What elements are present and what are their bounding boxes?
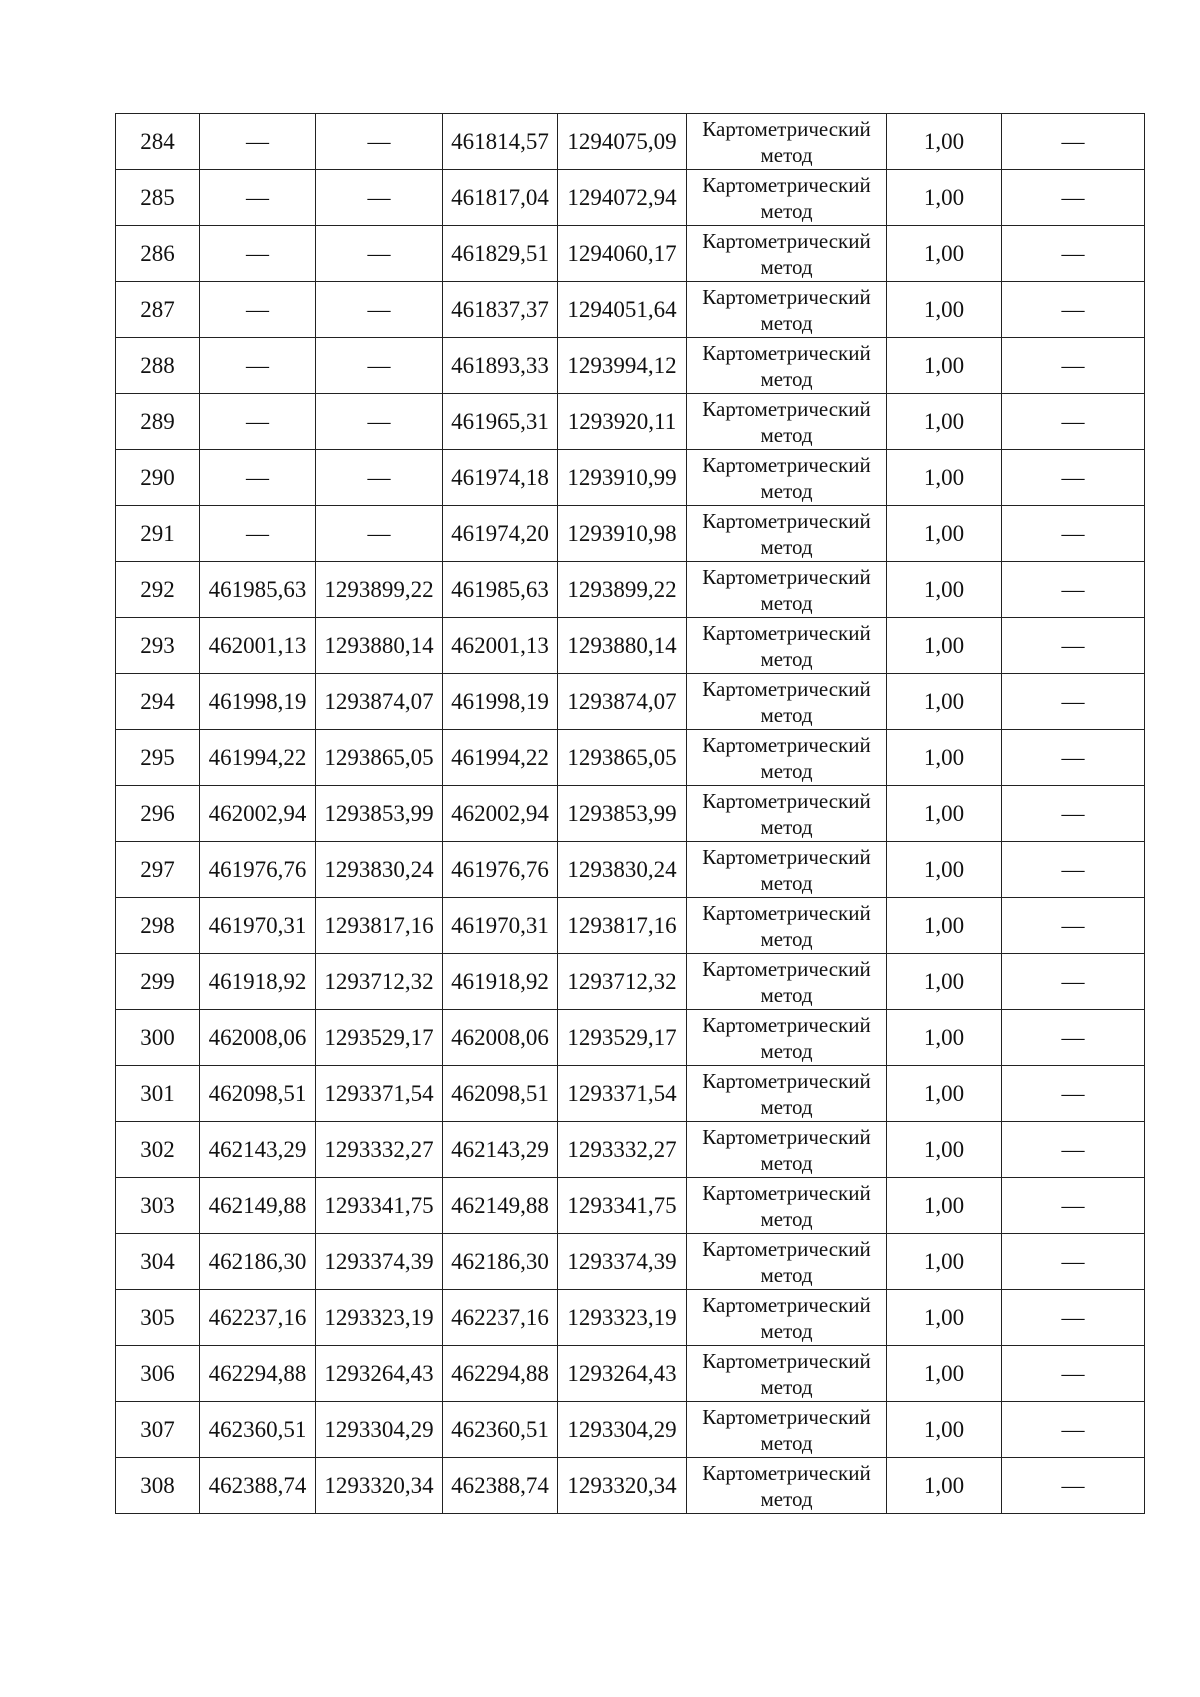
new-x-cell: 461965,31	[443, 394, 558, 450]
new-y-cell: 1293817,16	[558, 898, 687, 954]
new-x-cell: 462008,06	[443, 1010, 558, 1066]
description-cell: —	[1002, 226, 1145, 282]
description-cell: —	[1002, 954, 1145, 1010]
method-line1: Картометрический	[702, 1404, 871, 1429]
accuracy-cell: 1,00	[887, 562, 1002, 618]
method-cell	[687, 1234, 887, 1290]
old-x-cell: 461994,22	[200, 730, 316, 786]
new-y-cell: 1293371,54	[558, 1066, 687, 1122]
accuracy-cell: 1,00	[887, 1122, 1002, 1178]
accuracy-cell: 1,00	[887, 1234, 1002, 1290]
accuracy-cell: 1,00	[887, 394, 1002, 450]
method-cell	[687, 1178, 887, 1234]
old-y-cell: —	[316, 226, 443, 282]
method-line2: метод	[760, 422, 813, 447]
description-cell: —	[1002, 1178, 1145, 1234]
method-line1: Картометрический	[702, 116, 871, 141]
method-line1: Картометрический	[702, 1348, 871, 1373]
accuracy-cell: 1,00	[887, 450, 1002, 506]
table-row	[116, 786, 1145, 842]
table-row	[116, 506, 1145, 562]
method-line1: Картометрический	[702, 340, 871, 365]
old-x-cell: 461976,76	[200, 842, 316, 898]
method-line2: метод	[760, 758, 813, 783]
point-number-cell: 294	[116, 674, 200, 730]
point-number-cell: 306	[116, 1346, 200, 1402]
method-cell	[687, 562, 887, 618]
table-row	[116, 1234, 1145, 1290]
method-line2: метод	[760, 1374, 813, 1399]
new-x-cell: 462294,88	[443, 1346, 558, 1402]
method-cell	[687, 1066, 887, 1122]
method-line2: метод	[760, 702, 813, 727]
method-cell	[687, 1122, 887, 1178]
accuracy-cell: 1,00	[887, 730, 1002, 786]
old-y-cell: 1293529,17	[316, 1010, 443, 1066]
method-line2: метод	[760, 1318, 813, 1343]
method-cell	[687, 1010, 887, 1066]
old-y-cell: —	[316, 506, 443, 562]
new-x-cell: 462098,51	[443, 1066, 558, 1122]
point-number-cell: 292	[116, 562, 200, 618]
new-x-cell: 461985,63	[443, 562, 558, 618]
point-number-cell: 290	[116, 450, 200, 506]
description-cell: —	[1002, 786, 1145, 842]
point-number-cell: 297	[116, 842, 200, 898]
new-y-cell: 1293994,12	[558, 338, 687, 394]
method-cell	[687, 954, 887, 1010]
table-row	[116, 114, 1145, 170]
old-y-cell: 1293880,14	[316, 618, 443, 674]
old-x-cell: 462186,30	[200, 1234, 316, 1290]
accuracy-cell: 1,00	[887, 114, 1002, 170]
method-line2: метод	[760, 198, 813, 223]
method-line1: Картометрический	[702, 788, 871, 813]
accuracy-cell: 1,00	[887, 898, 1002, 954]
accuracy-cell: 1,00	[887, 786, 1002, 842]
description-cell: —	[1002, 1010, 1145, 1066]
accuracy-cell: 1,00	[887, 170, 1002, 226]
table-row	[116, 1290, 1145, 1346]
description-cell: —	[1002, 506, 1145, 562]
old-x-cell: —	[200, 506, 316, 562]
method-cell	[687, 674, 887, 730]
table-row	[116, 1066, 1145, 1122]
point-number-cell: 291	[116, 506, 200, 562]
description-cell: —	[1002, 282, 1145, 338]
table-row	[116, 226, 1145, 282]
method-line1: Картометрический	[702, 284, 871, 309]
old-x-cell: —	[200, 282, 316, 338]
method-line2: метод	[760, 534, 813, 559]
description-cell: —	[1002, 1290, 1145, 1346]
point-number-cell: 296	[116, 786, 200, 842]
description-cell: —	[1002, 170, 1145, 226]
method-line1: Картометрический	[702, 172, 871, 197]
method-line1: Картометрический	[702, 732, 871, 757]
old-y-cell: 1293853,99	[316, 786, 443, 842]
new-y-cell: 1294075,09	[558, 114, 687, 170]
method-line1: Картометрический	[702, 1012, 871, 1037]
new-x-cell: 461829,51	[443, 226, 558, 282]
method-line2: метод	[760, 1262, 813, 1287]
old-y-cell: —	[316, 450, 443, 506]
old-x-cell: —	[200, 394, 316, 450]
new-x-cell: 461817,04	[443, 170, 558, 226]
new-x-cell: 461918,92	[443, 954, 558, 1010]
description-cell: —	[1002, 562, 1145, 618]
point-number-cell: 295	[116, 730, 200, 786]
point-number-cell: 286	[116, 226, 200, 282]
method-cell	[687, 618, 887, 674]
accuracy-cell: 1,00	[887, 226, 1002, 282]
new-x-cell: 461976,76	[443, 842, 558, 898]
old-y-cell: —	[316, 114, 443, 170]
point-number-cell: 304	[116, 1234, 200, 1290]
new-x-cell: 462360,51	[443, 1402, 558, 1458]
new-x-cell: 462149,88	[443, 1178, 558, 1234]
old-x-cell: 461998,19	[200, 674, 316, 730]
method-cell	[687, 450, 887, 506]
method-line1: Картометрический	[702, 844, 871, 869]
point-number-cell: 288	[116, 338, 200, 394]
method-cell	[687, 842, 887, 898]
new-x-cell: 461998,19	[443, 674, 558, 730]
old-y-cell: 1293332,27	[316, 1122, 443, 1178]
coordinates-table	[115, 113, 1145, 1514]
old-y-cell: 1293371,54	[316, 1066, 443, 1122]
method-line1: Картометрический	[702, 396, 871, 421]
old-x-cell: 462008,06	[200, 1010, 316, 1066]
accuracy-cell: 1,00	[887, 1458, 1002, 1514]
description-cell: —	[1002, 1066, 1145, 1122]
table-row	[116, 1402, 1145, 1458]
table-row	[116, 1346, 1145, 1402]
table-row	[116, 1458, 1145, 1514]
new-y-cell: 1293264,43	[558, 1346, 687, 1402]
table-body	[116, 114, 1145, 1514]
old-y-cell: 1293712,32	[316, 954, 443, 1010]
accuracy-cell: 1,00	[887, 618, 1002, 674]
method-line1: Картометрический	[702, 452, 871, 477]
method-cell	[687, 394, 887, 450]
point-number-cell: 307	[116, 1402, 200, 1458]
method-cell	[687, 1290, 887, 1346]
method-line2: метод	[760, 646, 813, 671]
point-number-cell: 305	[116, 1290, 200, 1346]
new-y-cell: 1294072,94	[558, 170, 687, 226]
table-row	[116, 674, 1145, 730]
table-row	[116, 618, 1145, 674]
old-x-cell: —	[200, 226, 316, 282]
table-row	[116, 1010, 1145, 1066]
method-line1: Картометрический	[702, 1292, 871, 1317]
old-y-cell: 1293374,39	[316, 1234, 443, 1290]
method-line1: Картометрический	[702, 676, 871, 701]
old-x-cell: —	[200, 170, 316, 226]
method-line2: метод	[760, 1150, 813, 1175]
point-number-cell: 301	[116, 1066, 200, 1122]
description-cell: —	[1002, 338, 1145, 394]
method-line2: метод	[760, 310, 813, 335]
point-number-cell: 303	[116, 1178, 200, 1234]
point-number-cell: 308	[116, 1458, 200, 1514]
table-row	[116, 562, 1145, 618]
table-row	[116, 842, 1145, 898]
old-x-cell: 462098,51	[200, 1066, 316, 1122]
method-line2: метод	[760, 254, 813, 279]
method-line2: метод	[760, 926, 813, 951]
old-y-cell: —	[316, 170, 443, 226]
new-x-cell: 462143,29	[443, 1122, 558, 1178]
old-x-cell: 462149,88	[200, 1178, 316, 1234]
new-x-cell: 462001,13	[443, 618, 558, 674]
old-y-cell: —	[316, 394, 443, 450]
method-line1: Картометрический	[702, 564, 871, 589]
old-y-cell: 1293304,29	[316, 1402, 443, 1458]
method-line2: метод	[760, 1094, 813, 1119]
new-y-cell: 1293920,11	[558, 394, 687, 450]
point-number-cell: 287	[116, 282, 200, 338]
description-cell: —	[1002, 674, 1145, 730]
new-y-cell: 1293332,27	[558, 1122, 687, 1178]
old-y-cell: 1293817,16	[316, 898, 443, 954]
description-cell: —	[1002, 842, 1145, 898]
method-line2: метод	[760, 1206, 813, 1231]
old-x-cell: 462360,51	[200, 1402, 316, 1458]
table-row	[116, 1122, 1145, 1178]
old-y-cell: 1293264,43	[316, 1346, 443, 1402]
point-number-cell: 299	[116, 954, 200, 1010]
accuracy-cell: 1,00	[887, 1010, 1002, 1066]
new-x-cell: 462186,30	[443, 1234, 558, 1290]
new-y-cell: 1293880,14	[558, 618, 687, 674]
new-x-cell: 461893,33	[443, 338, 558, 394]
old-y-cell: 1293320,34	[316, 1458, 443, 1514]
method-line1: Картометрический	[702, 620, 871, 645]
description-cell: —	[1002, 898, 1145, 954]
method-cell	[687, 226, 887, 282]
old-y-cell: 1293323,19	[316, 1290, 443, 1346]
method-line1: Картометрический	[702, 1068, 871, 1093]
point-number-cell: 293	[116, 618, 200, 674]
old-x-cell: 461970,31	[200, 898, 316, 954]
method-cell	[687, 170, 887, 226]
new-y-cell: 1293899,22	[558, 562, 687, 618]
description-cell: —	[1002, 1346, 1145, 1402]
description-cell: —	[1002, 1122, 1145, 1178]
old-x-cell: 462143,29	[200, 1122, 316, 1178]
method-cell	[687, 786, 887, 842]
old-y-cell: 1293899,22	[316, 562, 443, 618]
new-y-cell: 1293910,99	[558, 450, 687, 506]
old-x-cell: 462294,88	[200, 1346, 316, 1402]
old-x-cell: 461918,92	[200, 954, 316, 1010]
old-x-cell: 462388,74	[200, 1458, 316, 1514]
method-line2: метод	[760, 590, 813, 615]
method-cell	[687, 338, 887, 394]
new-y-cell: 1293830,24	[558, 842, 687, 898]
table-row	[116, 282, 1145, 338]
new-y-cell: 1293853,99	[558, 786, 687, 842]
description-cell: —	[1002, 394, 1145, 450]
old-x-cell: —	[200, 114, 316, 170]
new-y-cell: 1293874,07	[558, 674, 687, 730]
new-x-cell: 461837,37	[443, 282, 558, 338]
method-line2: метод	[760, 870, 813, 895]
accuracy-cell: 1,00	[887, 1066, 1002, 1122]
new-x-cell: 462002,94	[443, 786, 558, 842]
table-row	[116, 898, 1145, 954]
table-row	[116, 394, 1145, 450]
method-line2: метод	[760, 814, 813, 839]
new-x-cell: 461970,31	[443, 898, 558, 954]
description-cell: —	[1002, 450, 1145, 506]
table-row	[116, 338, 1145, 394]
table-row	[116, 954, 1145, 1010]
new-y-cell: 1294051,64	[558, 282, 687, 338]
description-cell: —	[1002, 1402, 1145, 1458]
method-line1: Картометрический	[702, 900, 871, 925]
old-x-cell: 461985,63	[200, 562, 316, 618]
description-cell: —	[1002, 114, 1145, 170]
method-cell	[687, 282, 887, 338]
old-y-cell: 1293865,05	[316, 730, 443, 786]
new-x-cell: 461974,20	[443, 506, 558, 562]
description-cell: —	[1002, 618, 1145, 674]
new-x-cell: 462388,74	[443, 1458, 558, 1514]
table-row	[116, 170, 1145, 226]
method-line2: метод	[760, 478, 813, 503]
new-y-cell: 1294060,17	[558, 226, 687, 282]
description-cell: —	[1002, 1458, 1145, 1514]
method-line1: Картометрический	[702, 956, 871, 981]
point-number-cell: 285	[116, 170, 200, 226]
accuracy-cell: 1,00	[887, 1178, 1002, 1234]
method-line2: метод	[760, 366, 813, 391]
accuracy-cell: 1,00	[887, 842, 1002, 898]
accuracy-cell: 1,00	[887, 1290, 1002, 1346]
method-cell	[687, 1402, 887, 1458]
method-cell	[687, 114, 887, 170]
method-cell	[687, 730, 887, 786]
method-line1: Картометрический	[702, 508, 871, 533]
method-cell	[687, 898, 887, 954]
accuracy-cell: 1,00	[887, 282, 1002, 338]
old-x-cell: —	[200, 450, 316, 506]
method-line2: метод	[760, 982, 813, 1007]
accuracy-cell: 1,00	[887, 1346, 1002, 1402]
description-cell: —	[1002, 1234, 1145, 1290]
point-number-cell: 284	[116, 114, 200, 170]
method-cell	[687, 1346, 887, 1402]
method-line2: метод	[760, 1038, 813, 1063]
point-number-cell: 289	[116, 394, 200, 450]
accuracy-cell: 1,00	[887, 954, 1002, 1010]
new-y-cell: 1293712,32	[558, 954, 687, 1010]
method-cell	[687, 506, 887, 562]
point-number-cell: 302	[116, 1122, 200, 1178]
method-line2: метод	[760, 1430, 813, 1455]
method-cell	[687, 1458, 887, 1514]
old-x-cell: —	[200, 338, 316, 394]
method-line1: Картометрический	[702, 1236, 871, 1261]
table-row	[116, 730, 1145, 786]
new-y-cell: 1293323,19	[558, 1290, 687, 1346]
method-line1: Картометрический	[702, 228, 871, 253]
old-x-cell: 462237,16	[200, 1290, 316, 1346]
new-x-cell: 461994,22	[443, 730, 558, 786]
old-y-cell: 1293341,75	[316, 1178, 443, 1234]
table-row	[116, 1178, 1145, 1234]
new-x-cell: 461974,18	[443, 450, 558, 506]
method-line2: метод	[760, 142, 813, 167]
accuracy-cell: 1,00	[887, 338, 1002, 394]
new-y-cell: 1293341,75	[558, 1178, 687, 1234]
new-y-cell: 1293374,39	[558, 1234, 687, 1290]
method-line1: Картометрический	[702, 1180, 871, 1205]
method-line1: Картометрический	[702, 1124, 871, 1149]
new-y-cell: 1293865,05	[558, 730, 687, 786]
method-line1: Картометрический	[702, 1460, 871, 1485]
new-y-cell: 1293529,17	[558, 1010, 687, 1066]
old-y-cell: —	[316, 338, 443, 394]
new-x-cell: 462237,16	[443, 1290, 558, 1346]
description-cell: —	[1002, 730, 1145, 786]
new-x-cell: 461814,57	[443, 114, 558, 170]
old-y-cell: —	[316, 282, 443, 338]
old-y-cell: 1293874,07	[316, 674, 443, 730]
new-y-cell: 1293304,29	[558, 1402, 687, 1458]
old-x-cell: 462002,94	[200, 786, 316, 842]
table-row	[116, 450, 1145, 506]
accuracy-cell: 1,00	[887, 1402, 1002, 1458]
new-y-cell: 1293910,98	[558, 506, 687, 562]
point-number-cell: 300	[116, 1010, 200, 1066]
method-line2: метод	[760, 1486, 813, 1511]
old-x-cell: 462001,13	[200, 618, 316, 674]
accuracy-cell: 1,00	[887, 674, 1002, 730]
old-y-cell: 1293830,24	[316, 842, 443, 898]
accuracy-cell: 1,00	[887, 506, 1002, 562]
new-y-cell: 1293320,34	[558, 1458, 687, 1514]
point-number-cell: 298	[116, 898, 200, 954]
